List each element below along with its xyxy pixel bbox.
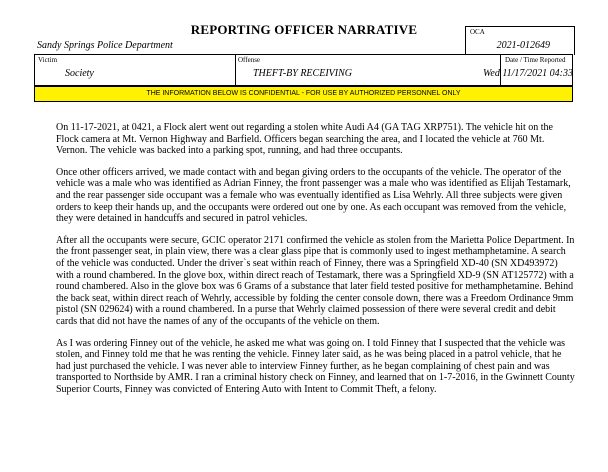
date-reported-label: Date / Time Reported	[505, 56, 566, 64]
offense-label: Offense	[238, 56, 261, 64]
offense-value: THEFT-BY RECEIVING	[253, 68, 352, 79]
victim-label: Victim	[38, 56, 58, 64]
narrative-paragraph-3: After all the occupants were secure, GCIC operator 2171 confirmed the vehicle as stolen from the Marietta Police Department. In the front passenger seat, in plain view, there was a clear glass pipe that is commonly used to ingest methamphetamine. A search of the vehicle was conducted. Under the driver`s seat within reach of Finney, there was a Springfield XD-40 (SN XD493972) with a round chambered. In the glove box, within direct reach of Testamark, there was a Springfield XD-9 (SN AT125772) with a round chambered. Also in the glove box was 6 Grams of a substance that later field tested positive for methamphetamine. Behind the back seat, within direct reach of Wehrly, accessible by folding the center console down, there was a Freedom Ordinance 9mm pistol (SN 029624) with a round chambered. In a purse that Wehrly claimed possession of there were several credit and debit cards that did not have the names of any of the occupants of the vehicle on them.	[56, 234, 575, 327]
report-title: REPORTING OFFICER NARRATIVE	[190, 22, 418, 37]
report-fields-row	[34, 54, 573, 86]
oca-label: OCA	[470, 28, 485, 36]
department-name: Sandy Springs Police Department	[37, 40, 173, 51]
victim-value: Society	[65, 68, 94, 79]
narrative-paragraph-1: On 11-17-2021, at 0421, a Flock alert went out regarding a stolen white Audi A4 (GA TAG XRP751). The vehicle hit on the Flock camera at Mt. Vernon Highway and Barfield. Officers began searching the area, and I located the vehicle at 760 Mt. Vernon. The vehicle was backed into a parking spot, running, and had three occupants.	[56, 122, 553, 157]
narrative-paragraph-4: As I was ordering Finney out of the vehicle, he asked me what was going on. I told Finney that I suspected that the vehicle was stolen, and Finney told me that he was renting the vehicle. Finney later said, as he was being placed in a patrol vehicle, that he had just purchased the vehicle. I was never able to interview Finney further, as he began complaining of chest pain and was transported to Northside by AMR. I ran a criminal history check on Finney, and learned that on 1-7-2016, in the Gwinnett County Superior Courts, Finney was convicted of Entering Auto with Intent to Commit Theft, a felony.	[56, 337, 575, 395]
victim-cell	[35, 55, 236, 85]
offense-cell	[235, 55, 501, 85]
narrative-body	[56, 122, 576, 405]
confidential-banner: THE INFORMATION BELOW IS CONFIDENTIAL - FOR USE BY AUTHORIZED PERSONNEL ONLY	[34, 86, 573, 102]
oca-box	[465, 26, 575, 55]
narrative-paragraph-2: Once other officers arrived, we made contact with and began giving orders to the occupants of the vehicle. The operator of the vehicle was a male who was identified as Adrian Finney, the front passenger was a male who was identified as Elijah Testamark, and the rear passenger side occupant was a female who was eventually identified as Lisa Wehrly. All three subjects were given orders to keep their hands up, and the occupants were ordered out one by one. As each occupant was removed from the vehicle, they were detained in handcuffs and secured in patrol vehicles.	[56, 166, 571, 225]
date-reported-value: Wed 11/17/2021 04:33	[483, 68, 573, 79]
date-reported-cell	[483, 55, 573, 85]
oca-number: 2021-012649	[496, 40, 550, 51]
